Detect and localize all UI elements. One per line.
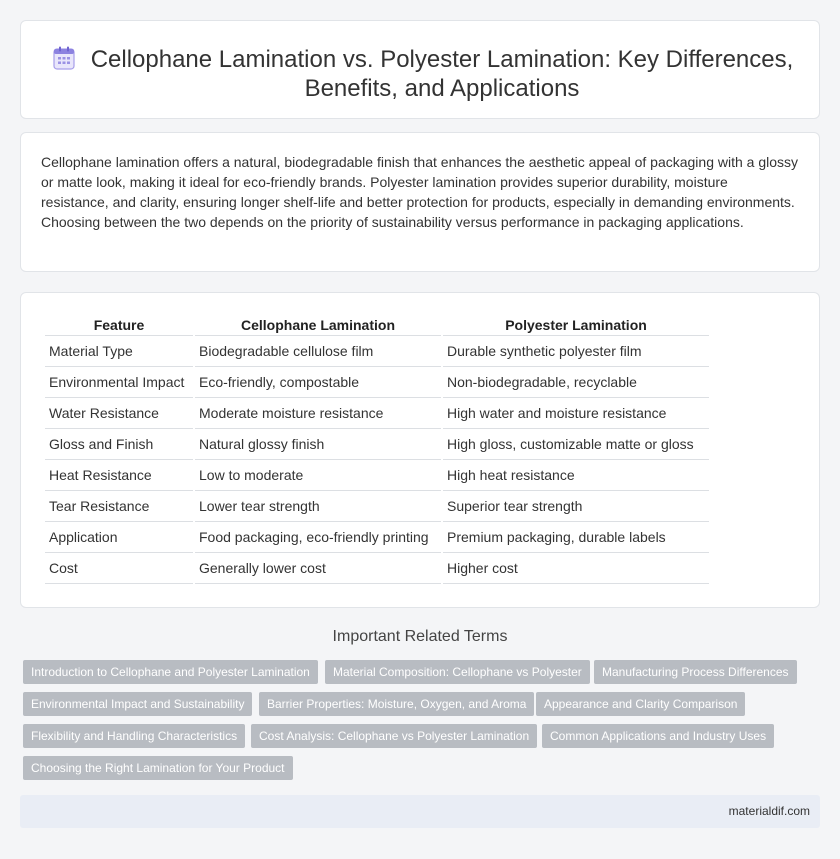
related-term-tag[interactable]: Introduction to Cellophane and Polyester Lamination — [23, 660, 318, 684]
table-row — [45, 491, 709, 522]
feature-cell: Heat Resistance — [45, 460, 193, 491]
related-terms-heading: Important Related Terms — [332, 628, 508, 645]
related-term-tag[interactable]: Cost Analysis: Cellophane vs Polyester Lamination — [251, 724, 537, 748]
page-title: Cellophane Lamination vs. Polyester Lamination: Key Differences, Benefits, and Applications — [90, 46, 794, 102]
header-cellophane: Cellophane Lamination — [195, 314, 441, 336]
table-row — [45, 429, 709, 460]
title-card — [20, 20, 820, 119]
comparison-table-card — [20, 292, 820, 608]
intro-text: Cellophane lamination offers a natural, biodegradable finish that enhances the aesthetic appeal of packaging with a glossy or matte look, making it ideal for eco-friendly brands. Polyester lamination provides superior durability, moisture resistance, and clarity, ensuring longer shelf-life and better protection for products, especially in demanding environments. Choosing between the two depends on the priority of sustainability versus performance in packaging applications. — [41, 154, 799, 230]
cellophane-cell: Biodegradable cellulose film — [195, 336, 441, 367]
cellophane-cell: Low to moderate — [195, 460, 441, 491]
table-row — [45, 367, 709, 398]
related-term-tag[interactable]: Material Composition: Cellophane vs Polyester — [325, 660, 590, 684]
comparison-table — [43, 314, 711, 584]
table-header-row — [45, 314, 709, 336]
cellophane-cell: Eco-friendly, compostable — [195, 367, 441, 398]
feature-cell: Tear Resistance — [45, 491, 193, 522]
feature-cell: Water Resistance — [45, 398, 193, 429]
footer-site-link[interactable]: materialdif.com — [728, 804, 810, 818]
related-term-tag[interactable]: Flexibility and Handling Characteristics — [23, 724, 245, 748]
feature-cell: Gloss and Finish — [45, 429, 193, 460]
intro-card — [20, 132, 820, 272]
related-term-tag[interactable]: Environmental Impact and Sustainability — [23, 692, 252, 716]
cellophane-cell: Lower tear strength — [195, 491, 441, 522]
polyester-cell: High water and moisture resistance — [443, 398, 709, 429]
table-row — [45, 336, 709, 367]
header-polyester: Polyester Lamination — [443, 314, 709, 336]
feature-cell: Material Type — [45, 336, 193, 367]
related-term-tag[interactable]: Barrier Properties: Moisture, Oxygen, and Aroma — [259, 692, 534, 716]
table-row — [45, 460, 709, 491]
cellophane-cell: Food packaging, eco-friendly printing — [195, 522, 441, 553]
table-row — [45, 398, 709, 429]
related-term-tag[interactable]: Manufacturing Process Differences — [594, 660, 797, 684]
feature-cell: Application — [45, 522, 193, 553]
related-term-tag[interactable]: Appearance and Clarity Comparison — [536, 692, 745, 716]
feature-cell: Cost — [45, 553, 193, 584]
polyester-cell: High heat resistance — [443, 460, 709, 491]
related-term-tag[interactable]: Choosing the Right Lamination for Your Product — [23, 756, 293, 780]
calendar-icon — [53, 46, 75, 70]
table-row — [45, 553, 709, 584]
cellophane-cell: Natural glossy finish — [195, 429, 441, 460]
cellophane-cell: Generally lower cost — [195, 553, 441, 584]
cellophane-cell: Moderate moisture resistance — [195, 398, 441, 429]
related-term-tag[interactable]: Common Applications and Industry Uses — [542, 724, 774, 748]
polyester-cell: Non-biodegradable, recyclable — [443, 367, 709, 398]
header-feature: Feature — [45, 314, 193, 336]
polyester-cell: Durable synthetic polyester film — [443, 336, 709, 367]
footer — [20, 795, 820, 828]
polyester-cell: Higher cost — [443, 553, 709, 584]
polyester-cell: Superior tear strength — [443, 491, 709, 522]
polyester-cell: High gloss, customizable matte or gloss — [443, 429, 709, 460]
feature-cell: Environmental Impact — [45, 367, 193, 398]
polyester-cell: Premium packaging, durable labels — [443, 522, 709, 553]
table-row — [45, 522, 709, 553]
